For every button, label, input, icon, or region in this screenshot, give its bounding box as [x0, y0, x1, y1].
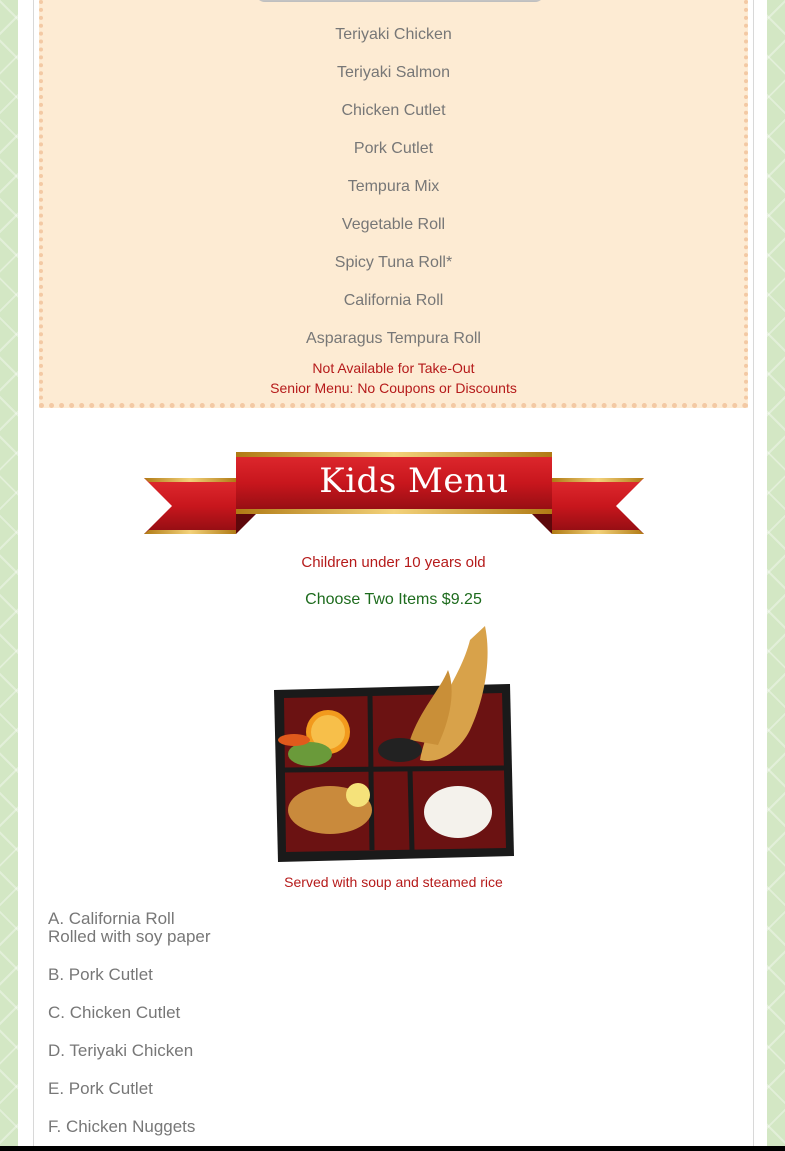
senior-menu-banner-edge: [255, 0, 545, 2]
menu-content: [33, 0, 754, 1146]
senior-item-spicy-tuna-roll: Spicy Tuna Roll*: [334, 254, 453, 271]
lemon-slice: [346, 783, 370, 807]
senior-item-california-roll: California Roll: [343, 292, 444, 309]
bento-divider-vertical-left: [370, 696, 372, 850]
steamed-rice: [424, 786, 492, 838]
kids-item-pork-cutlet-2: E. Pork Cutlet: [48, 1079, 153, 1098]
senior-item-pork-cutlet: Pork Cutlet: [353, 140, 434, 157]
kids-item-california-roll: A. California Roll: [48, 909, 175, 928]
senior-item-chicken-cutlet: Chicken Cutlet: [341, 102, 446, 119]
kids-item-chicken-cutlet: C. Chicken Cutlet: [48, 1003, 181, 1022]
ribbon-left-tail: [144, 478, 236, 534]
senior-menu-panel: [39, 0, 748, 408]
sauce-cup: [378, 738, 422, 762]
kids-menu-banner: [144, 452, 644, 538]
kids-item-teriyaki-chicken: D. Teriyaki Chicken: [48, 1041, 194, 1060]
kids-item-california-roll-detail: Rolled with soy paper: [48, 927, 211, 946]
kids-menu-title: Kids Menu: [319, 461, 509, 501]
carrot: [278, 734, 310, 746]
page-column: [18, 0, 767, 1146]
ribbon-right-tail-gold-top: [552, 478, 644, 482]
ribbon-right-fold: [532, 514, 552, 534]
senior-item-tempura-mix: Tempura Mix: [347, 178, 440, 195]
kids-price-line: Choose Two Items $9.25: [305, 591, 482, 608]
bento-divider-horizontal: [284, 768, 504, 770]
senior-item-teriyaki-chicken: Teriyaki Chicken: [335, 26, 452, 43]
ribbon-right-tail-gold-bottom: [552, 530, 644, 534]
served-with-note: Served with soup and steamed rice: [284, 874, 503, 890]
kids-item-chicken-nuggets: F. Chicken Nuggets: [48, 1117, 196, 1136]
ribbon-left-fold: [236, 514, 256, 534]
senior-item-teriyaki-salmon: Teriyaki Salmon: [337, 64, 450, 81]
bento-box-photo: [270, 620, 518, 868]
kids-age-note: Children under 10 years old: [301, 554, 486, 571]
bottom-edge-bar: [0, 1146, 785, 1151]
senior-item-vegetable-roll: Vegetable Roll: [341, 216, 446, 233]
kids-item-pork-cutlet: B. Pork Cutlet: [48, 965, 153, 984]
senior-item-asparagus-tempura-roll: Asparagus Tempura Roll: [306, 330, 481, 347]
ribbon-center-gold-bottom: [236, 509, 552, 514]
ribbon-right-tail: [552, 478, 644, 534]
no-discounts-notice: Senior Menu: No Coupons or Discounts: [270, 380, 517, 396]
bento-divider-vertical-right: [410, 770, 412, 850]
bento-illustration: [270, 620, 518, 868]
takeout-notice: Not Available for Take-Out: [312, 360, 475, 376]
ribbon-left-tail-gold-bottom: [144, 530, 236, 534]
ribbon-left-tail-gold-top: [144, 478, 236, 482]
